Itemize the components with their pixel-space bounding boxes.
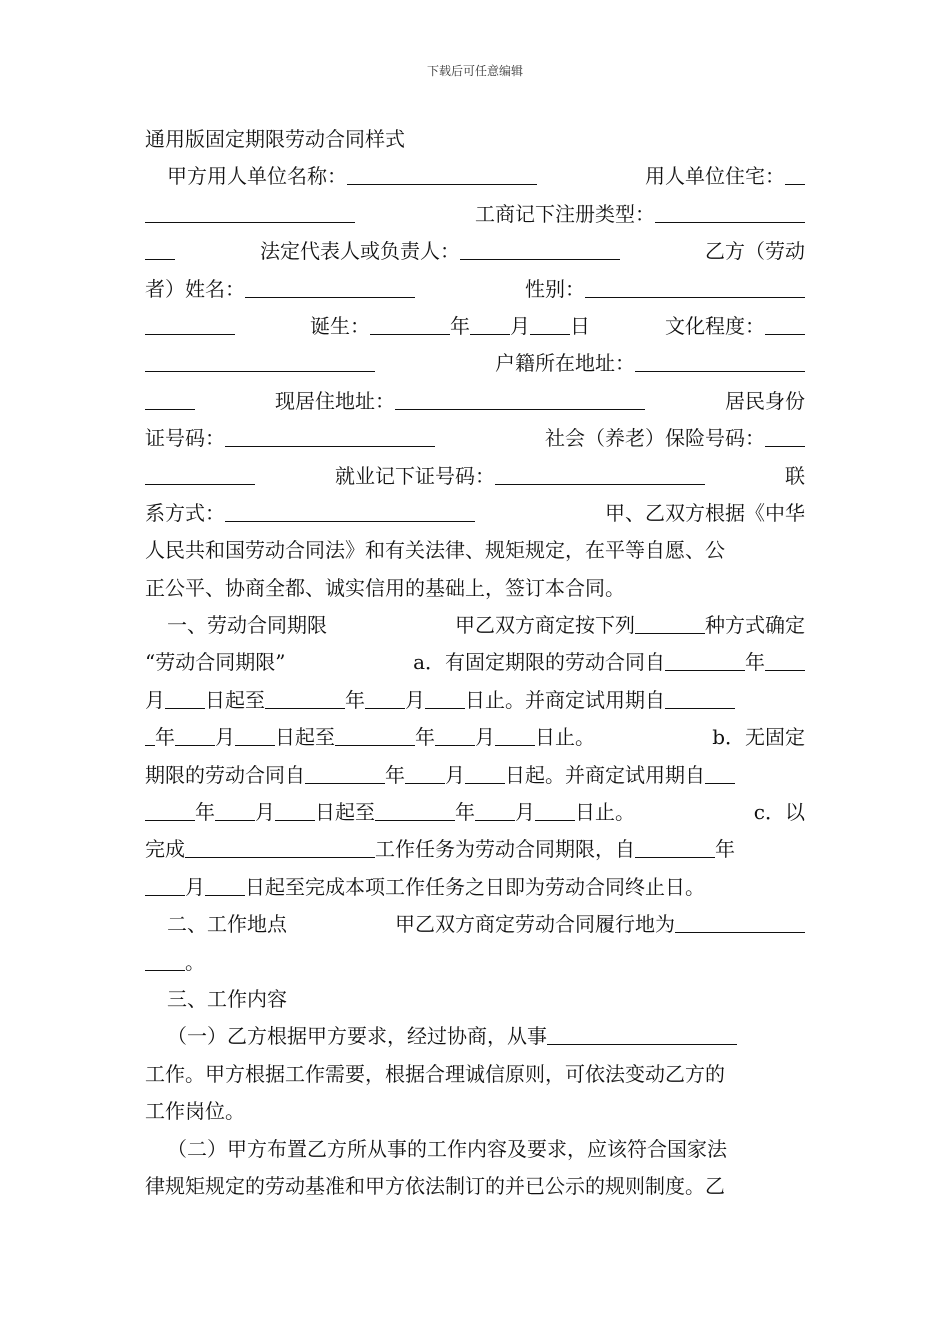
text-line <box>145 906 805 943</box>
text-segment: 年 月 日起至 年 月 日止。 <box>145 719 595 756</box>
text-line <box>145 233 805 270</box>
blank-field <box>225 426 435 447</box>
blank-field <box>635 351 805 372</box>
text-segment: （一）乙方根据甲方要求，经过协商，从事 <box>167 1018 737 1055</box>
blank-field <box>145 202 355 223</box>
blank-field <box>495 725 535 746</box>
blank-field <box>375 800 455 821</box>
text-segment: a．有固定期限的劳动合同自 年 <box>413 644 805 681</box>
text-segment: “劳动合同期限” <box>145 650 286 675</box>
text-segment: 文化程度： <box>665 308 805 345</box>
text-line <box>145 458 805 495</box>
text-segment: （二）甲方布置乙方所从事的工作内容及要求，应该符合国家法 <box>167 1136 727 1161</box>
text-segment: 期限的劳动合同自 年 月 日起。并商定试用期自 <box>145 757 735 794</box>
blank-field <box>475 800 515 821</box>
text-line <box>145 1131 805 1168</box>
blank-field <box>635 613 705 634</box>
blank-field <box>405 763 445 784</box>
text-line <box>145 607 805 644</box>
blank-field <box>205 875 245 896</box>
blank-field <box>530 314 570 335</box>
text-segment: 年 月 日起至 年 月 日止。 <box>145 794 635 831</box>
text-segment <box>145 383 195 420</box>
blank-field <box>145 314 235 335</box>
blank-field <box>145 800 195 821</box>
text-segment: 乙方（劳动 <box>705 239 805 264</box>
text-segment: 。 <box>145 944 205 981</box>
document-body <box>145 121 805 1205</box>
blank-field <box>765 426 805 447</box>
text-segment: 月 日起至完成本项工作任务之日即为劳动合同终止日。 <box>145 869 705 906</box>
blank-field <box>145 351 375 372</box>
text-segment: 二、工作地点 <box>167 912 287 937</box>
text-line <box>145 682 805 719</box>
text-segment: 正公平、协商全都、诚实信用的基础上，签订本合同。 <box>145 575 625 600</box>
text-segment: 户籍所在地址： <box>495 345 805 382</box>
blank-field <box>185 837 375 858</box>
text-segment <box>145 233 175 270</box>
text-segment: 就业记下证号码： <box>335 458 705 495</box>
blank-field <box>460 239 620 260</box>
blank-field <box>765 314 805 335</box>
blank-field <box>765 650 805 671</box>
text-segment: 者）姓名： <box>145 271 415 308</box>
text-line <box>145 158 805 195</box>
blank-field <box>785 164 805 185</box>
text-line <box>145 1168 805 1205</box>
text-segment: 工作岗位。 <box>145 1099 245 1124</box>
blank-field <box>535 800 575 821</box>
blank-field <box>305 763 385 784</box>
text-segment: 居民身份 <box>725 388 805 413</box>
blank-field <box>145 464 255 485</box>
text-line <box>145 757 805 794</box>
text-segment: 一、劳动合同期限 <box>167 613 327 638</box>
text-line <box>145 532 805 569</box>
blank-field <box>265 688 345 709</box>
blank-field <box>165 688 205 709</box>
blank-field <box>585 277 805 298</box>
text-line <box>145 570 805 607</box>
text-segment: 完成 工作任务为劳动合同期限，自 年 <box>145 837 735 862</box>
blank-field <box>145 875 185 896</box>
text-line <box>145 383 805 420</box>
blank-field <box>655 202 805 223</box>
text-line <box>145 308 805 345</box>
blank-field <box>145 239 175 260</box>
text-line <box>145 420 805 457</box>
blank-field <box>665 650 745 671</box>
blank-field <box>175 725 215 746</box>
blank-field <box>425 688 465 709</box>
blank-field <box>275 800 315 821</box>
text-segment: 性别： <box>525 271 805 308</box>
text-line <box>145 719 805 756</box>
blank-field <box>145 950 185 971</box>
blank-field <box>495 464 705 485</box>
text-segment: 证号码： <box>145 420 435 457</box>
text-line <box>145 345 805 382</box>
blank-field <box>435 725 475 746</box>
blank-field <box>465 763 505 784</box>
contract-text <box>145 158 805 1205</box>
blank-field <box>470 314 510 335</box>
text-line <box>145 794 805 831</box>
blank-field <box>215 800 255 821</box>
blank-field <box>245 277 415 298</box>
text-line <box>145 271 805 308</box>
text-segment: 甲乙双方商定按下列 种方式确定 <box>455 613 805 638</box>
text-segment: 工作。甲方根据工作需要，根据合理诚信原则，可依法变动乙方的 <box>145 1061 725 1086</box>
text-segment <box>145 345 375 382</box>
blank-field <box>347 164 537 185</box>
blank-field <box>547 1024 737 1045</box>
text-segment: 甲方用人单位名称： <box>167 158 537 195</box>
text-segment: b．无固定 <box>712 725 805 750</box>
text-segment: 法定代表人或负责人： <box>260 233 620 270</box>
text-segment <box>145 458 255 495</box>
blank-field <box>395 389 645 410</box>
text-segment: 联 <box>785 463 805 488</box>
blank-field <box>665 688 735 709</box>
text-line <box>145 1018 805 1055</box>
text-segment: 甲、乙双方根据《中华 <box>605 500 805 525</box>
blank-field <box>370 314 450 335</box>
header-note: 下载后可任意编辑 <box>426 64 523 78</box>
text-line <box>145 495 805 532</box>
text-line <box>145 644 805 681</box>
text-segment: 人民共和国劳动合同法》和有关法律、规矩规定，在平等自愿、公 <box>145 538 725 563</box>
text-segment: 甲乙双方商定劳动合同履行地为 <box>395 906 805 943</box>
blank-field <box>235 725 275 746</box>
text-line <box>145 1056 805 1093</box>
text-segment: 工商记下注册类型： <box>475 196 805 233</box>
text-line <box>145 196 805 233</box>
document-title: 通用版固定期限劳动合同样式 <box>145 127 405 151</box>
text-line <box>145 831 805 868</box>
text-line <box>145 869 805 906</box>
blank-field <box>225 501 475 522</box>
blank-field <box>635 837 715 858</box>
blank-field <box>145 725 155 746</box>
blank-field <box>335 725 415 746</box>
blank-field <box>365 688 405 709</box>
text-line <box>145 981 805 1018</box>
text-segment: c．以 <box>753 800 805 825</box>
text-segment <box>145 196 355 233</box>
text-segment: 社会（养老）保险号码： <box>545 420 805 457</box>
text-line <box>145 1093 805 1130</box>
blank-field <box>145 389 195 410</box>
text-segment: 三、工作内容 <box>167 986 287 1011</box>
text-segment: 系方式： <box>145 495 475 532</box>
blank-field <box>675 912 805 933</box>
text-segment: 月 日起至 年 月 日止。并商定试用期自 <box>145 682 735 719</box>
text-segment: 诞生： 年 月 日 <box>310 313 590 338</box>
text-line <box>145 944 805 981</box>
text-segment: 律规矩规定的劳动基准和甲方依法制订的并已公示的规则制度。乙 <box>145 1173 725 1198</box>
text-segment <box>145 308 235 345</box>
text-segment: 用人单位住宅： <box>645 158 805 195</box>
blank-field <box>705 763 735 784</box>
text-segment: 现居住地址： <box>275 383 645 420</box>
